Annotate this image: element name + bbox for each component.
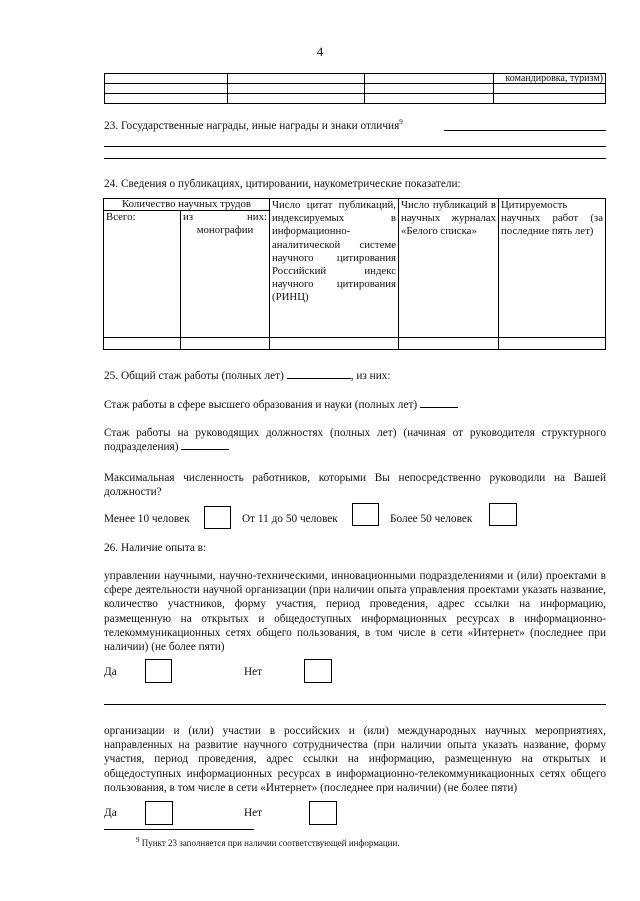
- table-cell: [365, 84, 494, 94]
- top-table: [104, 73, 606, 104]
- table-cell[interactable]: [181, 338, 270, 350]
- page-number: 4: [316, 44, 324, 59]
- management-no-label: Нет: [244, 666, 263, 678]
- table-cell: [494, 84, 606, 94]
- total-experience-field[interactable]: [287, 378, 351, 379]
- col-header-citation-index: Цитируемость научных работ (за последние пять лет): [499, 199, 606, 338]
- events-yes-checkbox[interactable]: [145, 801, 173, 825]
- section-23-label: 23. Государственные награды, иные награды и знаки отличия$^9$: [104, 118, 403, 132]
- col-header-papers-count: Количество научных трудов: [104, 199, 270, 211]
- option-less-10-label: Менее 10 человек: [104, 513, 190, 525]
- section-26-label: 26. Наличие опыта в:: [104, 542, 207, 554]
- management-answer-line[interactable]: [104, 704, 606, 705]
- management-experience-text: управлении научными, научно-техническими, инновационными подразделениями и (или) проектами в сфере деятельности научной организации (при наличии опыта управления проектами указать название, количество участников, форму участия, период проведения, адрес ссылки на информацию, размещенную на открытых и общедоступных информационных ресурсах в информационно-телекоммуникационных сетях общего пользования, в том числе в сети «Интернет» (последнее при наличии) (не более пяти): [104, 570, 606, 654]
- leadership-experience-label: Стаж работы на руководящих должностях (полных лет) (начиная от руководителя структурного подразделения): [104, 427, 606, 454]
- table-cell: [228, 94, 365, 104]
- publications-table: [103, 198, 606, 350]
- table-row: [104, 338, 606, 350]
- management-yes-label: Да: [104, 666, 117, 678]
- table-cell: [365, 74, 494, 84]
- option-11-50-label: От 11 до 50 человек: [242, 513, 338, 525]
- footnote-ref: 9: [399, 118, 403, 126]
- table-row: [105, 94, 606, 104]
- leadership-experience-field[interactable]: [181, 449, 229, 450]
- events-yes-label: Да: [104, 807, 117, 819]
- science-experience-label: Стаж работы в сфере высшего образования и науки (полных лет): [104, 398, 458, 412]
- table-cell: командировка, туризм): [494, 74, 606, 84]
- table-cell[interactable]: [399, 338, 499, 350]
- table-cell: [365, 94, 494, 104]
- table-cell: [105, 74, 228, 84]
- col-monographs: из них: монографии: [181, 211, 270, 338]
- table-cell[interactable]: [270, 338, 399, 350]
- max-staff-question: Максимальная численность работников, которыми Вы непосредственно руководили на Вашей должности?: [104, 472, 606, 499]
- awards-answer-line[interactable]: [444, 130, 606, 131]
- option-more-50-checkbox[interactable]: [489, 503, 517, 526]
- section-24-label: 24. Сведения о публикациях, цитировании, наукометрические показатели:: [104, 178, 461, 190]
- table-cell[interactable]: [104, 338, 181, 350]
- science-experience-field[interactable]: [420, 407, 458, 408]
- footnote-mark: 9: [136, 836, 140, 844]
- table-cell: [105, 84, 228, 94]
- section-25-label: 25. Общий стаж работы (полных лет) , из них:: [104, 370, 391, 382]
- awards-answer-line[interactable]: [104, 158, 606, 159]
- table-cell: [228, 84, 365, 94]
- table-row: [104, 199, 606, 211]
- table-cell: [228, 74, 365, 84]
- option-more-50-label: Более 50 человек: [390, 513, 473, 525]
- table-row: [105, 74, 606, 84]
- col-header-white-list: Число публикаций в научных журналах «Белого списка»: [399, 199, 499, 338]
- events-no-label: Нет: [244, 807, 263, 819]
- option-less-10-checkbox[interactable]: [204, 506, 231, 529]
- management-yes-checkbox[interactable]: [145, 659, 172, 683]
- col-header-rinc-citations: Число цитат публикаций, индексируемых в информационно-аналитической системе научного цитирования Российский индекс научного цитирования (РИНЦ): [270, 199, 399, 338]
- col-total: Всего:: [104, 211, 181, 338]
- events-no-checkbox[interactable]: [309, 801, 337, 825]
- events-experience-text: организации и (или) участии в российских и (или) международных научных мероприятиях, направленных на развитие научного сотрудничества (при наличии опыта указать название, форму участия, период проведения, адрес ссылки на информацию, размещенную на открытых и общедоступных информационных ресурсах в информационно-телекоммуникационных сетях общего пользования, в том числе в сети «Интернет» (последнее при наличии) (не более пяти): [104, 725, 606, 794]
- awards-answer-line[interactable]: [104, 146, 606, 147]
- option-11-50-checkbox[interactable]: [352, 503, 379, 526]
- table-cell: [494, 94, 606, 104]
- management-no-checkbox[interactable]: [304, 659, 332, 683]
- footnote-separator: [104, 829, 254, 830]
- table-cell: [105, 94, 228, 104]
- table-row: [105, 84, 606, 94]
- footnote: $^9$ Пункт 23 заполняется при наличии соответствующей информации.: [136, 836, 400, 848]
- table-cell[interactable]: [499, 338, 606, 350]
